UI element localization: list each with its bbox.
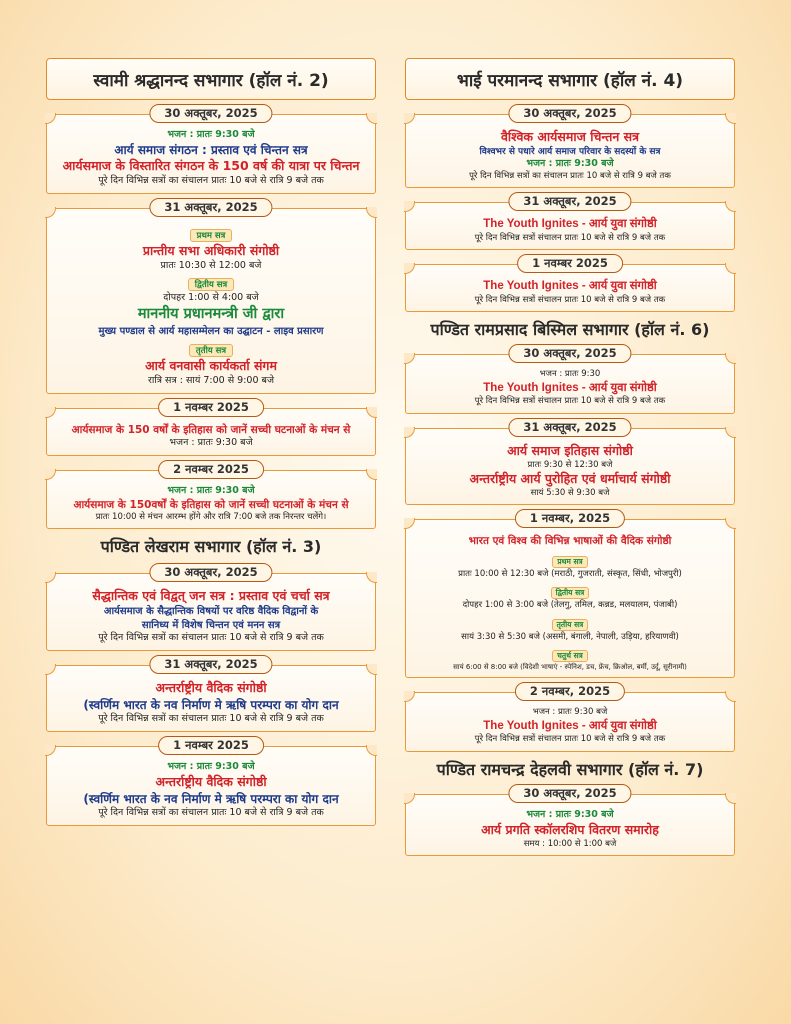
session-title: वैश्विक आर्यसमाज चिन्तन सत्र bbox=[500, 129, 639, 144]
session-timing: सायं 6:00 से 8:00 बजे (विदेशी भाषाएं - स्पेनिश, डच, फ्रेंच, क्रिओल, बर्मी, उर्दू, सूरीनामी) bbox=[453, 662, 687, 671]
date-pill: 30 अक्तूबर, 2025 bbox=[149, 563, 272, 582]
bhajan-time: भजन : प्रातः 9:30 बजे bbox=[532, 707, 608, 718]
session-timing: पूरे दिन विभिन्न सत्रों का संचालन प्रातः 10 बजे से रात्रि 9 बजे तक bbox=[98, 174, 324, 186]
session-timing: पूरे दिन विभिन्न सत्रों का संचालन प्रातः 10 बजे से रात्रि 9 बजे तक bbox=[98, 713, 324, 725]
session-title: अन्तर्राष्ट्रीय वैदिक संगोष्ठी bbox=[155, 773, 267, 789]
session-title: आर्य समाज इतिहास संगोष्ठी bbox=[507, 442, 633, 458]
session-timing: पूरे दिन विभिन्न सत्रों संचालन प्रातः 10 बजे से रात्रि 9 बजे तक bbox=[474, 734, 666, 745]
session-timing: समय : 10:00 से 1:00 बजे bbox=[523, 838, 617, 849]
right-column bbox=[405, 58, 735, 856]
date-pill: 30 अक्तूबर, 2025 bbox=[508, 784, 631, 803]
hall-title-lekhram: पण्डित लेखराम सभागार (हॉल नं. 3) bbox=[100, 537, 322, 557]
session-badge: प्रथम सत्र bbox=[552, 556, 587, 568]
session-title: अन्तर्राष्ट्रीय वैदिक संगोष्ठी bbox=[155, 680, 267, 696]
hall-title-dehlavi: पण्डित रामचन्द्र देहलवी सभागार (हॉल नं. 7) bbox=[436, 759, 704, 779]
date-pill: 30 अक्तूबर, 2025 bbox=[508, 104, 631, 123]
bhajan-time: भजन : प्रातः 9:30 बजे bbox=[526, 158, 614, 170]
schedule-block bbox=[405, 256, 735, 312]
date-pill: 2 नवम्बर 2025 bbox=[158, 460, 264, 479]
hall-title-bismil: पण्डित रामप्रसाद बिस्मिल सभागार (हॉल नं. 6) bbox=[430, 320, 710, 340]
session-timing: प्रातः 10:30 से 12:00 बजे bbox=[160, 259, 262, 271]
session-timing: रात्रि सत्र : सायं 7:00 से 9:00 बजे bbox=[147, 375, 274, 387]
schedule-block bbox=[46, 106, 376, 194]
date-pill: 1 नवम्बर 2025 bbox=[517, 254, 623, 273]
session-title: प्रान्तीय सभा अधिकारी संगोष्ठी bbox=[142, 242, 280, 258]
schedule-block bbox=[405, 684, 735, 751]
session-badge: तृतीय सत्र bbox=[552, 619, 589, 631]
date-pill: 30 अक्तूबर, 2025 bbox=[508, 344, 631, 363]
session-title: माननीय प्रधानमन्त्री जी द्वारा bbox=[137, 306, 285, 323]
session-title: The Youth Ignites - आर्य युवा संगोष्ठी bbox=[483, 719, 657, 732]
schedule-block bbox=[46, 657, 376, 732]
session-timing: पूरे दिन विभिन्न सत्रों का संचालन प्रातः 10 बजे से रात्रि 9 बजे तक bbox=[98, 806, 324, 818]
hall-title-parmanand: भाई परमानन्द सभागार (हॉल नं. 4) bbox=[405, 58, 735, 100]
session-timing: पूरे दिन विभिन्न सत्रों संचालन प्रातः 10 बजे से रात्रि 9 बजे तक bbox=[474, 294, 666, 305]
schedule-block bbox=[46, 461, 376, 529]
session-timing: दोपहर 1:00 से 4:00 बजे bbox=[163, 292, 259, 304]
schedule-block bbox=[46, 399, 376, 456]
session-title: आर्य वनवासी कार्यकर्ता संगम bbox=[145, 358, 277, 374]
schedule-block bbox=[405, 106, 735, 188]
bhajan-time: भजन : प्रातः 9:30 बजे bbox=[167, 484, 255, 496]
session-title: The Youth Ignites - आर्य युवा संगोष्ठी bbox=[483, 280, 657, 293]
schedule-block bbox=[46, 565, 376, 651]
date-pill: 31 अक्तूबर, 2025 bbox=[149, 198, 272, 217]
date-pill: 31 अक्तूबर, 2025 bbox=[508, 192, 631, 211]
schedule-block bbox=[405, 346, 735, 413]
bhajan-time: भजन : प्रातः 9:30 bbox=[539, 369, 601, 380]
session-badge: चतुर्थ सत्र bbox=[552, 650, 588, 662]
session-desc: आर्यसमाज के सैद्धान्तिक विषयों पर वरिष्ठ वैदिक विद्वानों के bbox=[103, 606, 319, 618]
session-title: आर्य प्रगति स्कॉलरशिप वितरण समारोह bbox=[481, 821, 659, 837]
session-timing: दोपहर 1:00 से 3:00 बजे (तेलगु, तमिल, कन्नड, मलयालम, पंजाबी) bbox=[462, 600, 678, 611]
session-title: अन्तर्राष्ट्रीय आर्य पुरोहित एवं धर्माचार्य संगोष्ठी bbox=[469, 471, 671, 487]
session-timing: सायं 3:30 से 5:30 बजे (असमी, बंगाली, नेपाली, उड़िया, हरियाणवी) bbox=[461, 631, 679, 642]
session-timing: पूरे दिन विभिन्न सत्रों का संचालन प्रातः 10 बजे से रात्रि 9 बजे तक bbox=[98, 632, 324, 644]
date-pill: 31 अक्तूबर, 2025 bbox=[149, 655, 272, 674]
session-timing: प्रातः 10:00 से मंचन आरम्भ होंगे और रात्रि 7:00 बजे तक निरन्तर चलेंगे। bbox=[95, 511, 327, 522]
date-pill: 1 नवम्बर 2025 bbox=[158, 736, 264, 755]
left-column bbox=[46, 58, 376, 826]
session-badge: तृतीय सत्र bbox=[189, 344, 233, 357]
bhajan-time: भजन : प्रातः 9:30 बजे bbox=[167, 129, 255, 140]
session-timing: प्रातः 9:30 से 12:30 बजे bbox=[527, 459, 613, 470]
schedule-block bbox=[405, 419, 735, 506]
session-badge: द्वितीय सत्र bbox=[188, 278, 234, 291]
hall-title-shraddhanand: स्वामी श्रद्धानन्द सभागार (हॉल नं. 2) bbox=[46, 58, 376, 100]
session-title: The Youth Ignites - आर्य युवा संगोष्ठी bbox=[483, 381, 657, 394]
session-title: The Youth Ignites - आर्य युवा संगोष्ठी bbox=[483, 218, 657, 231]
session-desc: (स्वर्णिम भारत के नव निर्माण मे ऋषि परम्परा का योग दान bbox=[83, 791, 339, 806]
schedule-block bbox=[405, 511, 735, 678]
bhajan-time: भजन : प्रातः 9:30 बजे bbox=[526, 808, 614, 820]
session-title: आर्यसमाज के 150 वर्षों के इतिहास को जानें सच्ची घटनाओं के मंचन से bbox=[71, 423, 351, 436]
date-pill: 1 नवम्बर 2025 bbox=[158, 398, 264, 417]
date-pill: 30 अक्तूबर, 2025 bbox=[149, 104, 272, 123]
date-pill: 2 नवम्बर, 2025 bbox=[515, 682, 625, 701]
session-title: सैद्धान्तिक एवं विद्वत् जन सत्र : प्रस्ताव एवं चर्चा सत्र bbox=[92, 588, 330, 604]
session-timing: पूरे दिन विभिन्न सत्रों का संचालन प्रातः 10 बजे से रात्रि 9 बजे तक bbox=[469, 170, 671, 181]
session-title: आर्यसमाज के 150वर्षों के इतिहास को जानें सच्ची घटनाओं के मंचन से bbox=[73, 498, 349, 511]
session-title: भारत एवं विश्व की विभिन्न भाषाओं की वैदिक संगोष्ठी bbox=[468, 535, 672, 548]
schedule-block bbox=[46, 737, 376, 826]
session-topic: आर्यसमाज के विस्तारित संगठन के 150 वर्ष की यात्रा पर चिन्तन bbox=[62, 158, 360, 173]
session-desc: विश्वभर से पधारे आर्य समाज परिवार के सदस्यों के सत्र bbox=[479, 146, 661, 157]
schedule-block bbox=[405, 194, 735, 250]
session-timing: प्रातः 10:00 से 12:30 बजे (मराठी, गुजराती, संस्कृत, सिंधी, भोजपुरी) bbox=[458, 568, 682, 579]
date-pill: 1 नवम्बर, 2025 bbox=[515, 509, 625, 528]
bhajan-time: भजन : प्रातः 9:30 बजे bbox=[167, 760, 255, 772]
session-timing: सायं 5:30 से 9:30 बजे bbox=[530, 487, 610, 498]
schedule-block bbox=[405, 785, 735, 856]
session-desc: मुख्य पण्डाल से आर्य महासम्मेलन का उद्घाटन - लाइव प्रसारण bbox=[98, 325, 324, 337]
session-desc: (स्वर्णिम भारत के नव निर्माण मे ऋषि परम्परा का योग दान bbox=[83, 697, 339, 712]
session-badge: प्रथम सत्र bbox=[190, 229, 233, 242]
date-pill: 31 अक्तूबर, 2025 bbox=[508, 418, 631, 437]
session-desc: सानिध्य में विशेष चिन्तन एवं मनन सत्र bbox=[141, 619, 281, 631]
session-timing: पूरे दिन विभिन्न सत्रों संचालन प्रातः 10 बजे से रात्रि 9 बजे तक bbox=[474, 396, 666, 407]
session-title: आर्य समाज संगठन : प्रस्ताव एवं चिन्तन सत्र bbox=[114, 142, 308, 157]
schedule-block bbox=[46, 199, 376, 394]
session-badge: द्वितीय सत्र bbox=[551, 587, 590, 599]
session-timing: पूरे दिन विभिन्न सत्रों संचालन प्रातः 10 बजे से रात्रि 9 बजे तक bbox=[474, 232, 666, 243]
bhajan-time: भजन : प्रातः 9:30 बजे bbox=[169, 437, 253, 449]
